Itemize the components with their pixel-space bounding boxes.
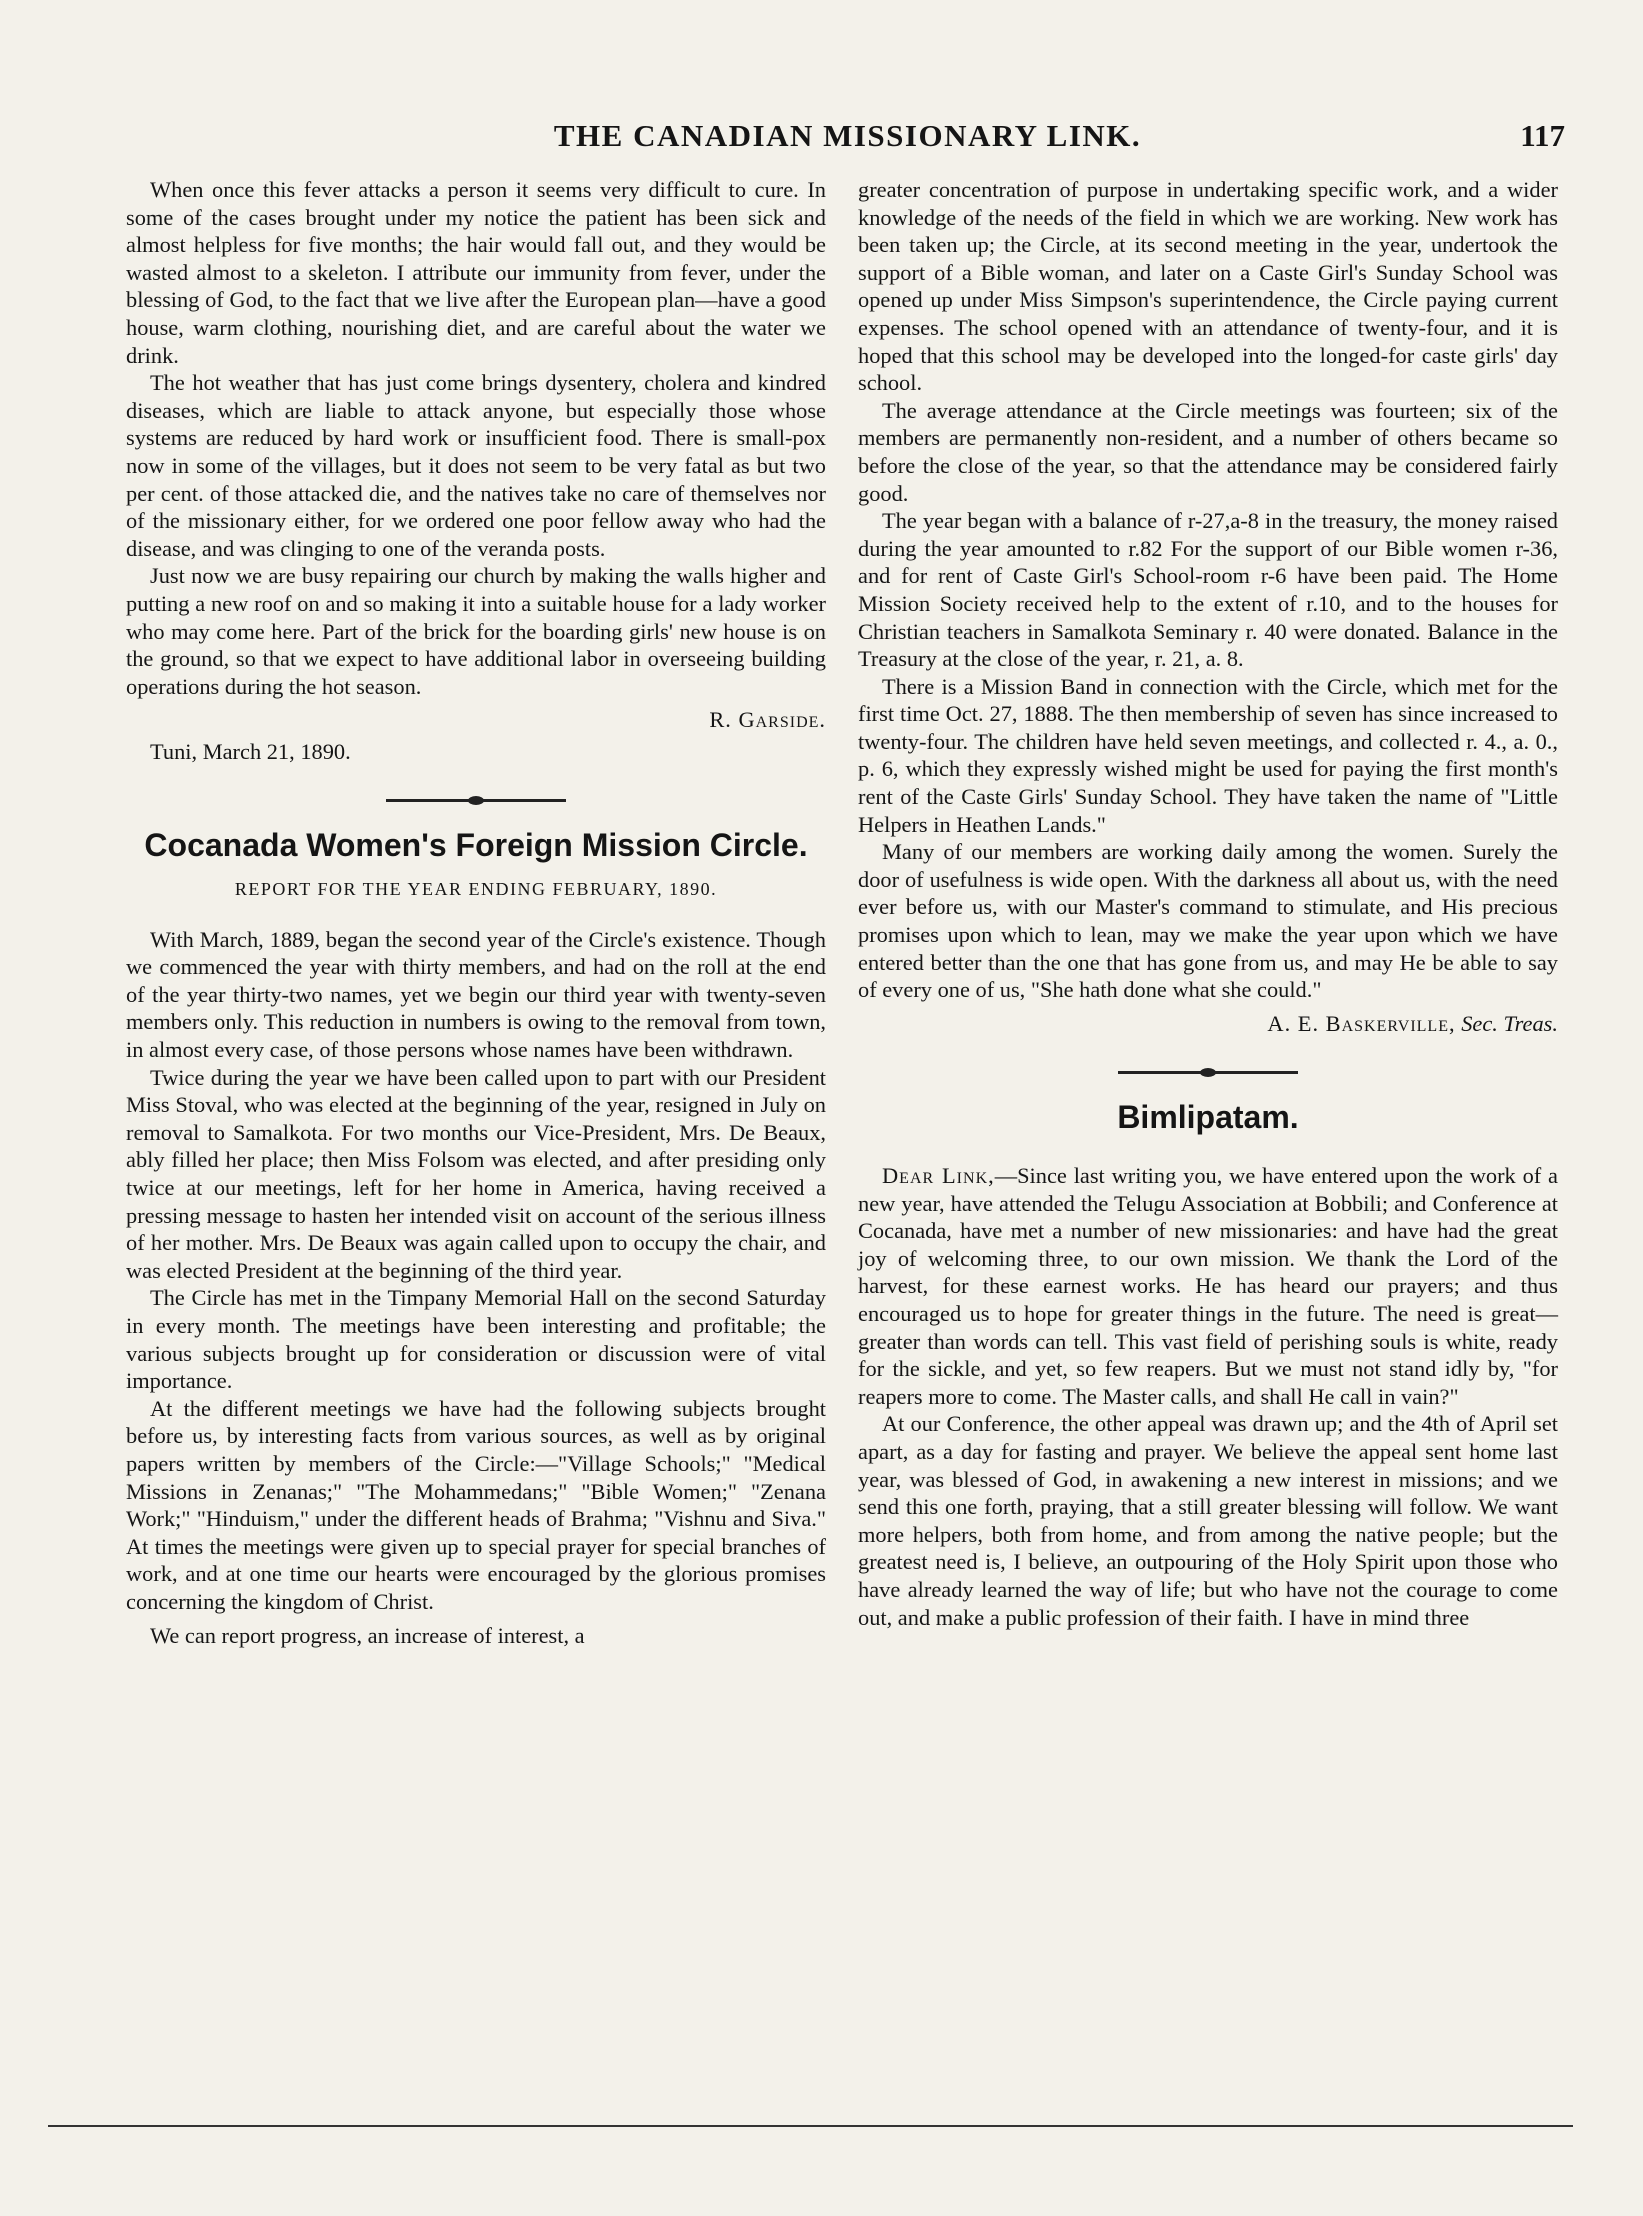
bottom-rule <box>48 2125 1573 2127</box>
right-column <box>858 176 1558 1631</box>
signature-title: Sec. Treas. <box>1461 1010 1558 1036</box>
paragraph: At the different meetings we have had the following subjects brought before us, by interesting facts from various sources, as well as by original papers written by members of the Circle:—"Village Schools;" "Medical Missions in Zenanas;" "The Mohammedans;" "Bible Women;" "Zenana Work;" "Hinduism," under the different heads of Brahma; "Vishnu and Siva." At times the meetings were given up to special prayer for special branches of work, and at one time our hearts were encouraged by the glorious promises concerning the kingdom of Christ. <box>126 1395 826 1614</box>
running-title: THE CANADIAN MISSIONARY LINK. <box>553 118 1142 153</box>
paragraph: At our Conference, the other appeal was drawn up; and the 4th of April set apart, as a day for fasting and prayer. We believe the appeal sent home last year, was blessed of God, in awakening a new interest in missions; and we send this one forth, praying, that a still greater blessing will follow. We want more helpers, both from home, and from among the native people; but the greatest need is, I believe, an outpouring of the Holy Spirit upon those who have already learned the way of life; but who have not the courage to come out, and make a public profession of their faith. I have in mind three <box>858 1411 1558 1630</box>
paragraph: Many of our members are working daily among the women. Surely the door of usefulness is wide open. With the darkness all about us, with the need ever before us, with our Master's command to stimulate, and His precious promises upon which to lean, may we make the year upon which we have entered better than the one that has gone from us, and may He be able to say of every one of us, "She hath done what she could." <box>858 839 1558 1003</box>
signature-name: A. E. Baskerville, <box>1267 1010 1456 1036</box>
page-number: 117 <box>1520 118 1565 153</box>
signature <box>858 1010 1558 1038</box>
paragraph: There is a Mission Band in connection with the Circle, which met for the first time Oct. 27, 1888. The then membership of seven has since increased to twenty-four. The children have held seven meetings, and collected r. 4., a. 0., p. 6, which they expressly wished might be used for paying the first month's rent of the Caste Girls' Sunday School. They have taken the name of "Little Helpers in Heathen Lands." <box>858 673 1558 837</box>
paragraph-text: —Since last writing you, we have entered upon the work of a new year, have attended the Telugu Association at Bobbili; and Conference at Cocanada, have met a number of new missionaries: and have had the great joy of welcoming three, to our own mission. We thank the Lord of the harvest, for these earnest works. He has heard our prayers; and thus encouraged us to hope for greater things in the future. The need is great—greater than words can tell. This vast field of perishing souls is white, ready for the sickle, and yet, so few reapers. But we must not stand idly by, "for reapers more to come. The Master calls, and shall He call in vain?" <box>858 1163 1558 1409</box>
dateline: Tuni, March 21, 1890. <box>150 738 351 764</box>
section-divider <box>386 799 566 802</box>
salutation: Dear Link, <box>882 1163 995 1188</box>
section-subtitle: REPORT FOR THE YEAR ENDING FEBRUARY, 1890. <box>234 879 718 900</box>
paragraph: Just now we are busy repairing our church by making the walls higher and putting a new roof on and so making it into a suitable house for a lady worker who may come here. Part of the brick for the boarding girls' new house is on the ground, so that we expect to have additional labor in overseeing building operations during the hot season. <box>126 563 826 699</box>
paragraph: The hot weather that has just come brings dysentery, cholera and kindred diseases, which are liable to attack anyone, but especially those whose systems are reduced by hard work or insufficient food. There is small-pox now in some of the villages, but it does not seem to be very fatal as but two per cent. of those attacked die, and the natives take no care of themselves nor of the missionary either, for we ordered one poor fellow away who had the disease, and was clinging to one of the veranda posts. <box>126 370 826 561</box>
left-column <box>126 176 826 1649</box>
paragraph: When once this fever attacks a person it seems very difficult to cure. In some of the cases brought under my notice the patient has been sick and almost helpless for five months; the hair would fall out, and they would be wasted almost to a skeleton. I attribute our immunity from fever, under the blessing of God, to the fact that we live after the European plan—have a good house, warm clothing, nourishing diet, and are careful about the water we drink. <box>126 177 826 368</box>
paragraph: The year began with a balance of r-27,a-8 in the treasury, the money raised during the year amounted to r.82 For the support of our Bible women r-36, and for rent of Caste Girl's School-room r-6 have been paid. The Home Mission Society received help to the extent of r.10, and to the houses for Christian teachers in Samalkota Seminary r. 40 were donated. Balance in the Treasury at the close of the year, r. 21, a. 8. <box>858 508 1558 672</box>
page-header <box>130 118 1565 162</box>
section-title: Cocanada Women's Foreign Mission Circle. <box>144 827 808 864</box>
paragraph: We can report progress, an increase of interest, a <box>150 1622 585 1648</box>
paragraph: The Circle has met in the Timpany Memorial Hall on the second Saturday in every month. The meetings have been interesting and profitable; the various subjects brought up for consideration or discussion were of vital importance. <box>126 1285 826 1394</box>
paragraph: greater concentration of purpose in undertaking specific work, and a wider knowledge of the needs of the field in which we are working. New work has been taken up; the Circle, at its second meeting in the year, undertook the support of a Bible woman, and later on a Caste Girl's Sunday School was opened up under Miss Simpson's superintendence, the Circle paying current expenses. The school opened with an attendance of twenty-four, and it is hoped that this school may be developed into the longed-for caste girls' day school. <box>858 177 1558 396</box>
paragraph: Twice during the year we have been called upon to part with our President Miss Stoval, who was elected at the beginning of the year, resigned in July on removal to Samalkota. For two months our Vice-President, Mrs. De Beaux, ably filled her place; then Miss Folsom was elected, and after presiding only twice at our meetings, left for her home in America, having received a pressing message to hasten her intended visit on account of the serious illness of her mother. Mrs. De Beaux was again called upon to occupy the chair, and was elected President at the beginning of the third year. <box>126 1064 826 1283</box>
paragraph: With March, 1889, began the second year of the Circle's existence. Though we commenced the year with thirty members, and had on the roll at the end of the year thirty-two names, yet we begin our third year with twenty-seven members only. This reduction in numbers is owing to the removal from town, in almost every case, of those persons whose names have been withdrawn. <box>126 926 826 1063</box>
section-divider <box>1118 1071 1298 1074</box>
paragraph: The average attendance at the Circle meetings was fourteen; six of the members are permanently non-resident, and a number of others became so before the close of the year, so that the attendance may be considered fairly good. <box>858 397 1558 506</box>
section-title: Bimlipatam. <box>1117 1099 1299 1136</box>
paragraph <box>858 1162 1558 1410</box>
signature: R. Garside. <box>709 707 826 733</box>
